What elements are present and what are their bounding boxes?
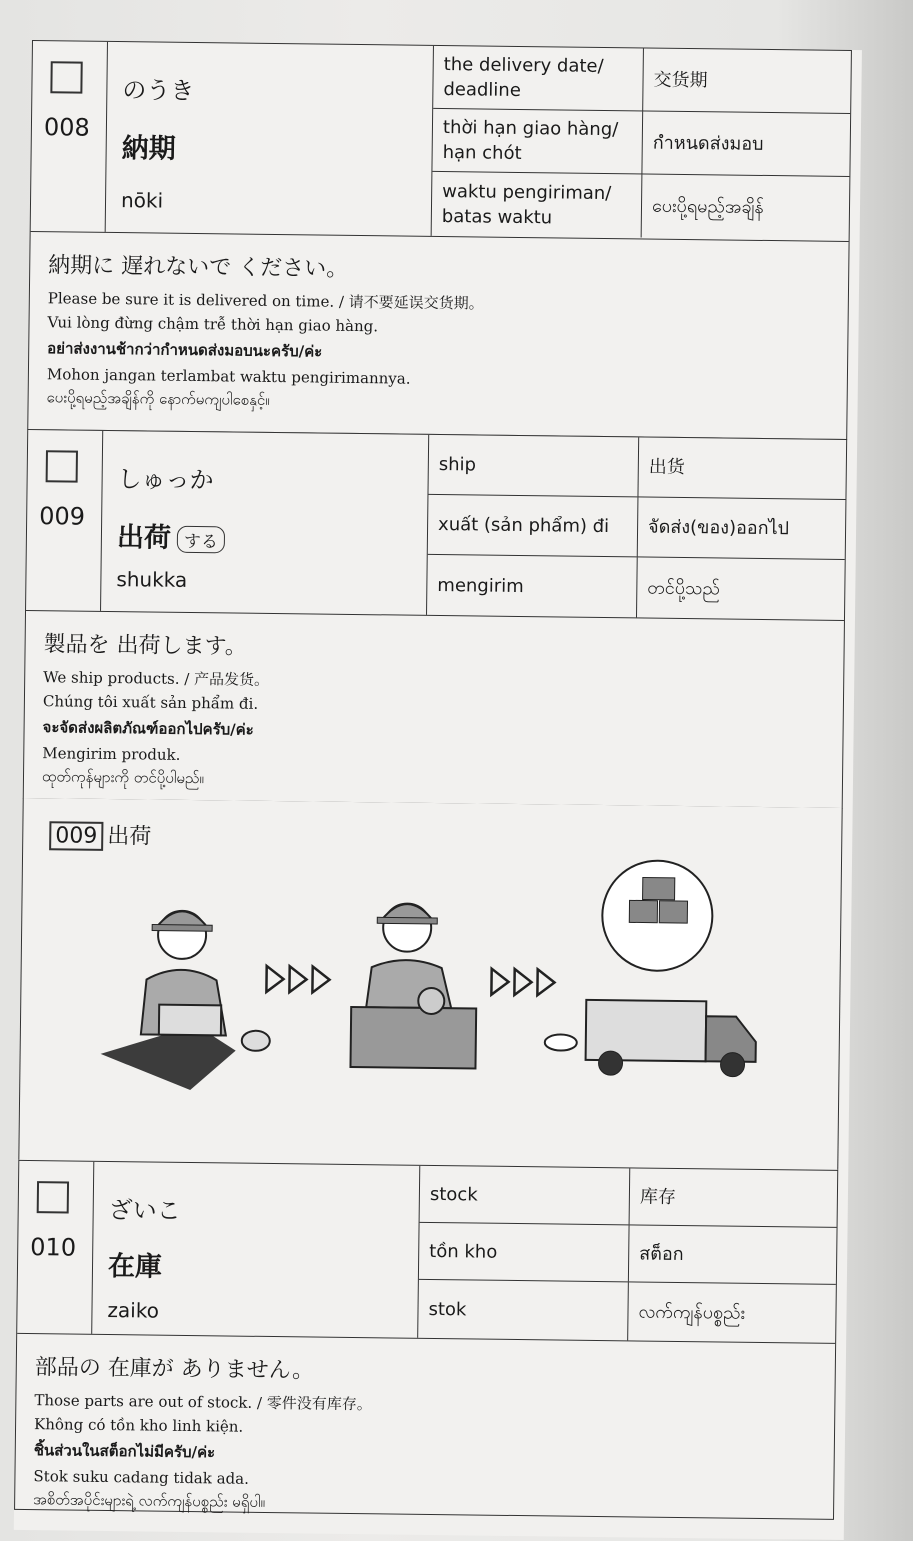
study-checkbox[interactable] xyxy=(37,1181,69,1213)
translation-row xyxy=(427,555,845,620)
entry-reading: ざいこ xyxy=(108,1196,181,1225)
translation-vi: tồn kho xyxy=(419,1223,630,1282)
example-thai: ชิ้นส่วนในสต็อกไม่มีครับ/ค่ะ xyxy=(33,1441,216,1462)
translation-en: stock xyxy=(420,1166,631,1225)
entry-romaji: zaiko xyxy=(107,1298,160,1323)
entry-kanji xyxy=(108,1244,162,1284)
translation-zh: 库存 xyxy=(639,1186,677,1208)
translation-grid xyxy=(431,46,851,241)
entry-romaji: shukka xyxy=(116,567,188,592)
delivery-truck-with-boxes-icon xyxy=(544,859,758,1077)
dictionary-page xyxy=(14,40,862,1540)
example-indonesian: Mengirim produk. xyxy=(42,744,181,764)
example-thai: จะจัดส่งผลิตภัณฑ์ออกไปครับ/ค่ะ xyxy=(42,718,254,739)
entry-reading: しゅっか xyxy=(117,465,214,495)
translation-en: ship xyxy=(428,435,639,497)
example-japanese: 部品の 在庫が ありません。 xyxy=(34,1355,315,1384)
entry-number-column xyxy=(26,430,103,611)
translation-id: mengirim xyxy=(427,555,638,618)
entry-reading: のうき xyxy=(122,76,195,105)
example-indonesian: Mohon jangan terlambat waktu pengirimannya. xyxy=(46,365,411,388)
example-english-chinese: We ship products. / 产品发货。 xyxy=(43,668,270,689)
worker-taping-box-icon xyxy=(350,903,477,1069)
kanji-text: 納期 xyxy=(121,133,176,165)
translation-row xyxy=(419,1223,837,1285)
translation-row xyxy=(432,172,850,240)
vocab-entry-008 xyxy=(27,40,852,440)
translation-th: สต็อก xyxy=(639,1243,684,1265)
example-sentence-block xyxy=(24,610,844,808)
illustration-number: 009 xyxy=(49,821,103,851)
example-burmese: အစိတ်အပိုင်းများရဲ့ လက်ကျန်ပစ္စည်း မရှိပါ။ xyxy=(33,1490,266,1511)
translation-id: stok xyxy=(418,1280,629,1341)
entry-kanji xyxy=(121,126,175,166)
example-vietnamese: Vui lòng đừng chậm trễ thời hạn giao hàng. xyxy=(47,313,379,336)
translation-th: จัดส่ง(ของ)ออกไป xyxy=(647,516,790,540)
entry-romaji: nōki xyxy=(120,188,164,213)
example-sentence-block xyxy=(15,1333,835,1519)
arrows-right-icon xyxy=(491,969,554,996)
example-thai: อย่าส่งงานช้ากว่ากำหนดส่งมอบนะครับ/ค่ะ xyxy=(47,339,323,361)
kanji-text: 出荷 xyxy=(116,522,172,554)
translation-my: ပေးပို့ရမည့်အချိန် xyxy=(651,195,764,218)
translation-grid xyxy=(417,1166,837,1343)
illustration-word: 出荷 xyxy=(107,823,152,850)
entry-number: 010 xyxy=(30,1233,77,1262)
kanji-text: 在庫 xyxy=(107,1251,163,1283)
entry-header xyxy=(31,41,851,241)
translation-vi: xuất (sản phẩm) đi xyxy=(428,495,639,557)
translation-row xyxy=(432,109,850,177)
entry-header xyxy=(26,430,846,620)
example-burmese: ထုတ်ကုန်များကို တင်ပို့ပါမည်။ xyxy=(41,767,205,788)
entry-number: 009 xyxy=(39,502,86,531)
translation-my: လက်ကျန်ပစ္စည်း xyxy=(638,1301,746,1324)
vocab-entry-009 xyxy=(23,429,847,809)
translation-zh: 出货 xyxy=(648,456,685,479)
shipping-process-illustration xyxy=(19,798,839,1170)
study-checkbox[interactable] xyxy=(46,450,78,482)
entry-number-column xyxy=(31,41,108,232)
example-sentence-block xyxy=(28,231,848,439)
study-checkbox[interactable] xyxy=(50,61,82,93)
entry-kanji xyxy=(117,515,225,555)
translation-row xyxy=(428,495,846,560)
translation-row xyxy=(433,46,851,114)
translation-my: တင်ပို့သည် xyxy=(647,577,721,599)
translation-th: กำหนดส่งมอบ xyxy=(652,132,764,155)
example-japanese: 納期に 遅れないで ください。 xyxy=(48,253,349,282)
entry-header xyxy=(17,1161,837,1343)
translation-vi: thời hạn giao hàng/ hạn chót xyxy=(432,109,643,174)
translation-zh: 交货期 xyxy=(653,69,708,91)
example-japanese: 製品を 出荷します。 xyxy=(43,632,247,660)
arrows-right-icon xyxy=(266,966,329,993)
example-english-chinese: Please be sure it is delivered on time. / 请不要延误交货期。 xyxy=(47,289,484,313)
translation-row xyxy=(428,435,846,500)
example-vietnamese: Chúng tôi xuất sản phẩm đi. xyxy=(42,692,259,713)
entry-number-column xyxy=(17,1161,94,1334)
translation-en: the delivery date/ deadline xyxy=(433,46,644,111)
example-vietnamese: Không có tồn kho linh kiện. xyxy=(33,1415,244,1436)
worker-packing-box-icon xyxy=(100,910,271,1091)
example-indonesian: Stok suku cadang tidak ada. xyxy=(33,1467,250,1488)
entry-number: 008 xyxy=(43,113,90,142)
suru-badge: する xyxy=(177,526,225,554)
example-burmese: ပေးပို့ရမည့်အချိန်ကို နောက်မကျပါစေနှင့်။ xyxy=(46,388,270,409)
vocab-entry-010 xyxy=(14,1160,838,1520)
translation-id: waktu pengiriman/ batas waktu xyxy=(432,172,643,238)
translation-grid xyxy=(426,435,846,620)
translation-row xyxy=(420,1166,838,1228)
example-english-chinese: Those parts are out of stock. / 零件没有库存。 xyxy=(34,1391,372,1414)
illustration-panel xyxy=(18,798,842,1170)
translation-row xyxy=(418,1280,836,1343)
